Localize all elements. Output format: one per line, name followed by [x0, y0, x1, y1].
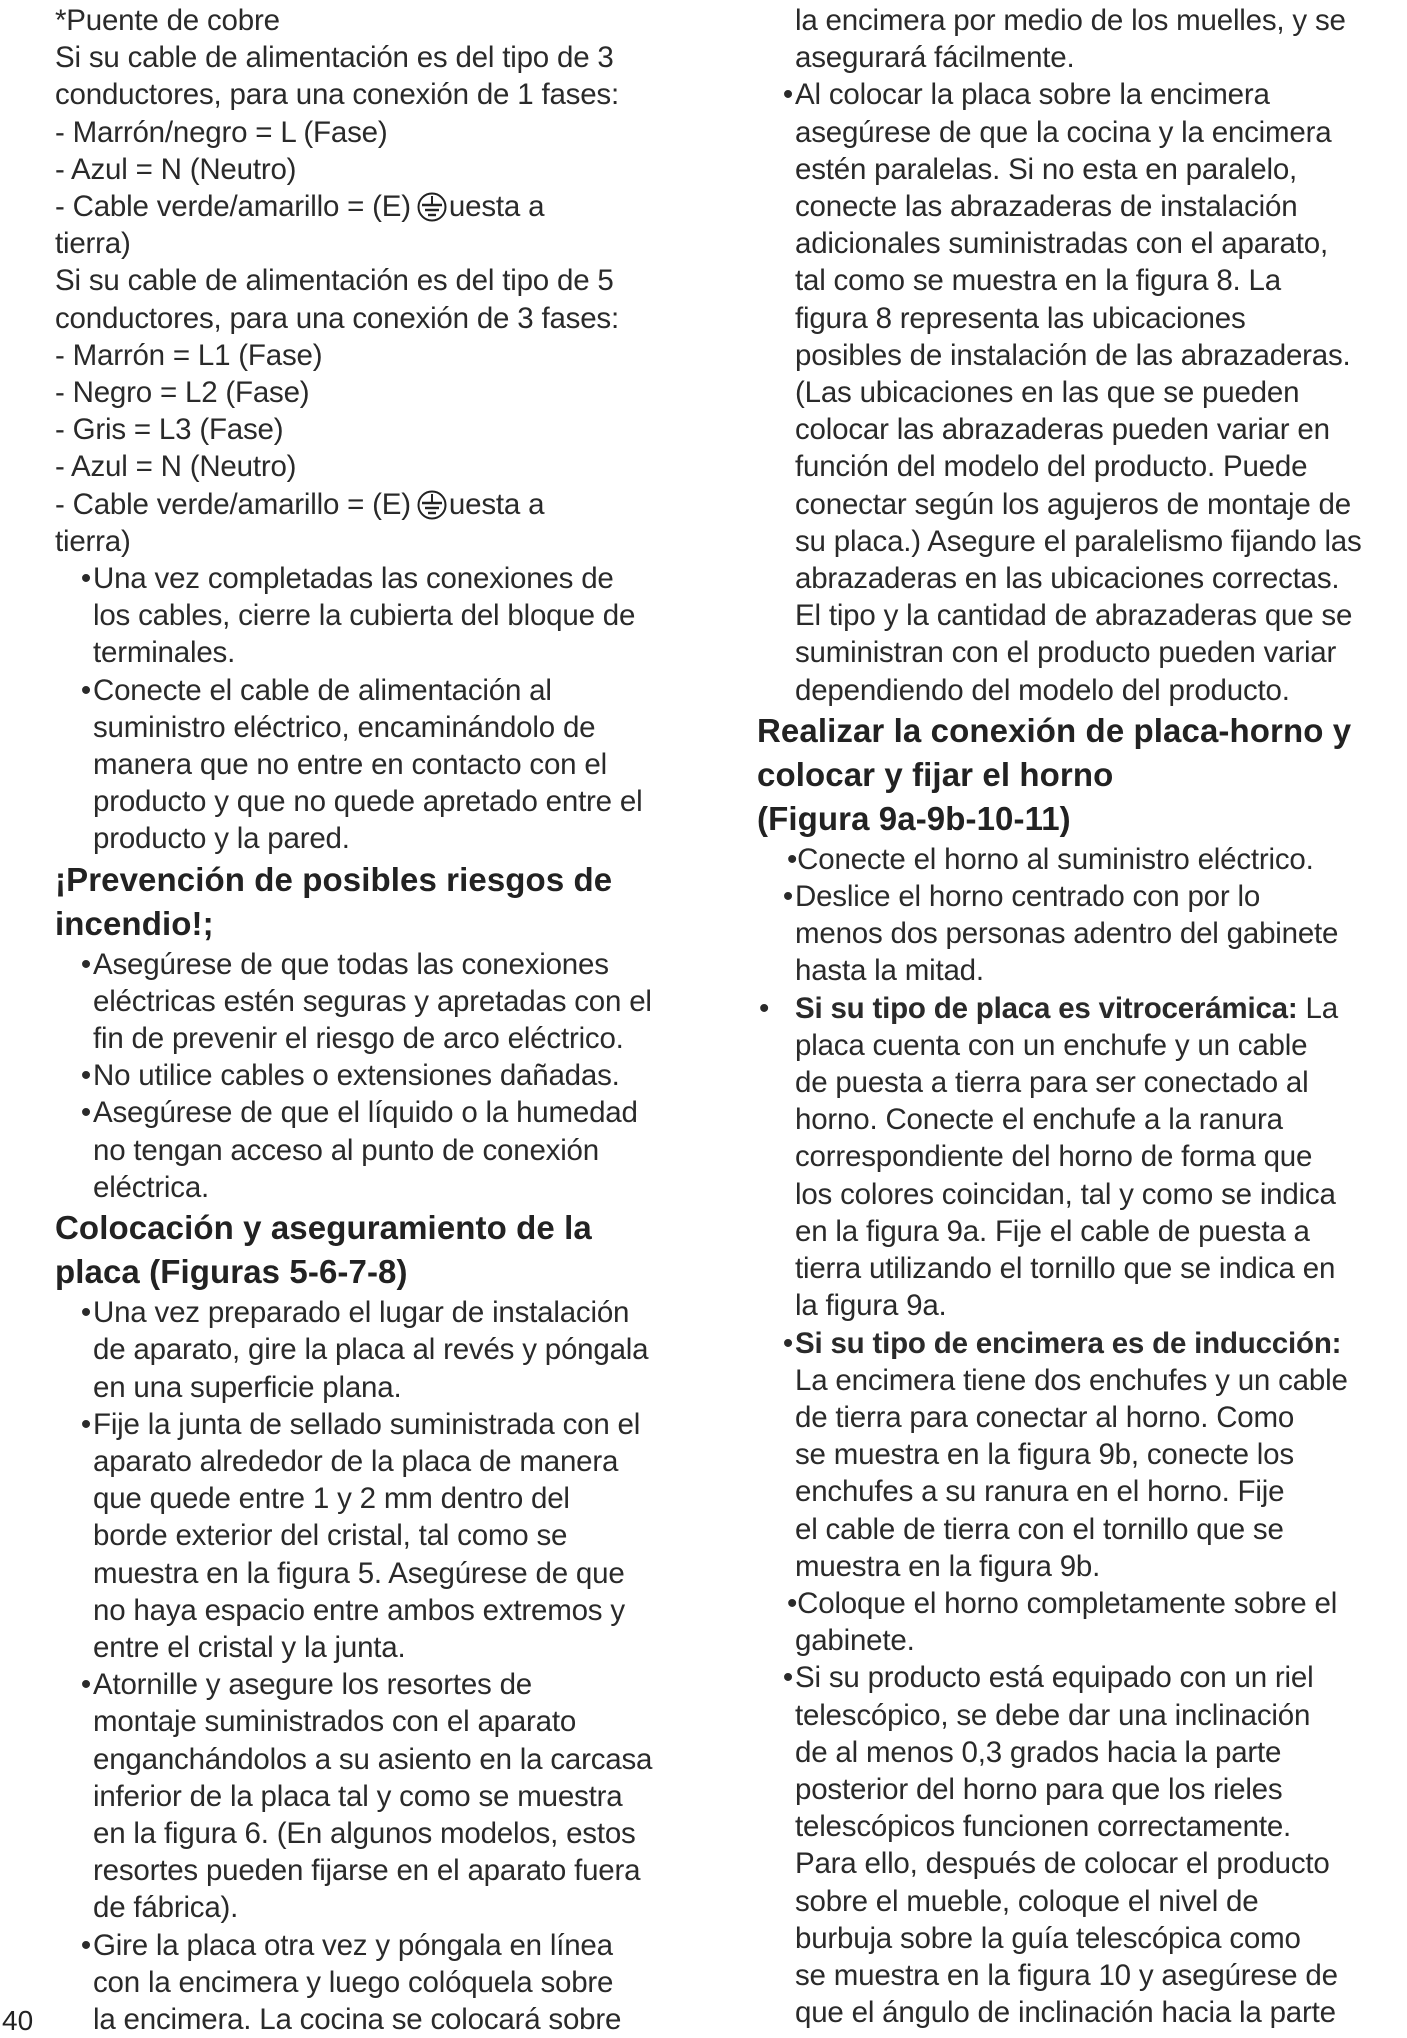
earth-line-before: - Cable verde/amarillo = (E)	[55, 190, 411, 224]
bullet-line: su placa.) Asegure el paralelismo fijando las	[795, 524, 1362, 558]
bullet-line: •Conecte el horno al suministro eléctrico.	[787, 842, 1314, 876]
bullet-line: •No utilice cables o extensiones dañadas.	[55, 1057, 715, 1094]
bullet-line: de fábrica).	[93, 1891, 239, 1925]
text-line: Si su cable de alimentación es del tipo de 3	[55, 41, 614, 75]
bullet-icon: •	[782, 1326, 793, 1360]
text-line: conductores, para una conexión de 1 fases:	[55, 78, 619, 112]
bullet-line: en la figura 9a. Fije el cable de puesta a	[795, 1214, 1310, 1248]
bullet-line: telescópico, se debe dar una inclinación	[795, 1698, 1311, 1732]
bullet-line: la encimera. La cocina se colocará sobre	[93, 2002, 622, 2036]
bullet-line: (Las ubicaciones en las que se pueden	[795, 376, 1300, 410]
bullet-line: en una superficie plana.	[93, 1370, 402, 1404]
bullet-line: posibles de instalación de las abrazaderas.	[795, 338, 1351, 372]
earth-line	[55, 188, 715, 225]
text-line: *Puente de cobre	[55, 4, 280, 37]
bullet-line: posterior del horno para que los rieles	[795, 1772, 1283, 1806]
bullet-line: se muestra en la figura 10 y asegúrese de	[795, 1958, 1338, 1992]
bullet-line: hasta la mitad.	[795, 954, 984, 988]
bullet-line: la encimera por medio de los muelles, y se	[795, 4, 1346, 37]
bullet-line: placa cuenta con un enchufe y un cable	[795, 1028, 1308, 1062]
bullet-line: la figura 9a.	[795, 1289, 947, 1323]
bullet-icon: •	[80, 673, 91, 707]
bullet-icon: •	[80, 1928, 91, 1962]
bullet-line: •Coloque el horno completamente sobre el	[787, 1586, 1338, 1620]
bullet-icon: •	[80, 1296, 91, 1330]
bullet-line: •Gire la placa otra vez y póngala en línea	[55, 1927, 715, 1964]
bullet-line: muestra en la figura 5. Asegúrese de que	[93, 1556, 625, 1590]
bullet-line: asegúrese de que la cocina y la encimera	[795, 115, 1332, 149]
bullet-line: •Al colocar la placa sobre la encimera	[757, 76, 1407, 113]
bullet-line: función del modelo del producto. Puede	[795, 450, 1308, 484]
bullet-line: suministro eléctrico, encaminándolo de	[93, 710, 596, 744]
bullet-line: de tierra para conectar al horno. Como	[795, 1400, 1295, 1434]
bullet-line: gabinete.	[795, 1624, 915, 1658]
earth-line-after: uesta a	[448, 487, 545, 521]
bullet-line: asegurará fácilmente.	[795, 41, 1075, 75]
bullet-line: los cables, cierre la cubierta del bloque de	[93, 599, 636, 633]
bullet-line: producto y que no quede apretado entre el	[93, 785, 643, 819]
bullet-line: figura 8 representa las ubicaciones	[795, 301, 1246, 335]
bullet-line: no haya espacio entre ambos extremos y	[93, 1593, 625, 1627]
earth-line-after: uesta a	[448, 190, 545, 224]
bullet-line: •Si su producto está equipado con un riel	[757, 1659, 1407, 1696]
text-line: conductores, para una conexión de 3 fases:	[55, 301, 619, 335]
bullet-icon: •	[782, 1661, 793, 1695]
section-heading: Realizar la conexión de placa-horno y	[757, 711, 1352, 749]
section-heading: colocar y fijar el horno	[757, 755, 1114, 793]
earth-line	[55, 486, 715, 523]
bullet-line: el cable de tierra con el tornillo que se	[795, 1512, 1284, 1546]
bullet-line: de aparato, gire la placa al revés y póngala	[93, 1333, 649, 1367]
bullet-line	[757, 1325, 1407, 1362]
bullet-icon: •	[80, 1059, 91, 1093]
bullet-line: •Deslice el horno centrado con por lo	[757, 878, 1407, 915]
bullet-line: •Asegúrese de que el líquido o la humedad	[55, 1094, 715, 1131]
right-column	[757, 2, 1407, 2031]
bullet-line: •Atornille y asegure los resortes de	[55, 1666, 715, 1703]
bullet-line: aparato alrededor de la placa de manera	[93, 1444, 619, 1478]
bullet-line: sobre el mueble, coloque el nivel de	[795, 1884, 1259, 1918]
bullet-line: dependiendo del modelo del producto.	[795, 673, 1290, 707]
bullet-line: no tengan acceso al punto de conexión	[93, 1133, 599, 1167]
bullet-icon: •	[782, 880, 793, 914]
bullet-line: de al menos 0,3 grados hacia la parte	[795, 1735, 1282, 1769]
text-line: - Marrón = L1 (Fase)	[55, 338, 323, 372]
bullet-line: estén paralelas. Si no esta en paralelo,	[795, 152, 1298, 186]
bullet-line: en la figura 6. (En algunos modelos, estos	[93, 1816, 636, 1850]
section-heading: ¡Prevención de posibles riesgos de	[55, 860, 613, 898]
bullet-icon: •	[759, 991, 770, 1025]
bullet-line: •Una vez preparado el lugar de instalación	[55, 1294, 715, 1331]
bullet-line: manera que no entre en contacto con el	[93, 748, 607, 782]
section-heading: placa (Figuras 5-6-7-8)	[55, 1253, 408, 1291]
earth-ground-icon	[417, 192, 447, 222]
bullet-icon: •	[782, 78, 793, 112]
bullet-line: horno. Conecte el enchufe a la ranura	[795, 1103, 1283, 1137]
text-line: tierra)	[55, 227, 131, 261]
bullet-line: de puesta a tierra para ser conectado al	[795, 1066, 1309, 1100]
bullet-line: abrazaderas en las ubicaciones correctas.	[795, 562, 1340, 596]
bullet-icon: •	[80, 1407, 91, 1441]
bullet-line: tierra utilizando el tornillo que se indica en	[795, 1252, 1336, 1286]
bullet-line: •Fije la junta de sellado suministrada con el	[55, 1406, 715, 1443]
text-line: tierra)	[55, 524, 131, 558]
bullet-line: La encimera tiene dos enchufes y un cable	[795, 1363, 1348, 1397]
bullet-line: que quede entre 1 y 2 mm dentro del	[93, 1482, 570, 1516]
bullet-line: terminales.	[93, 636, 236, 670]
bullet-icon: •	[80, 1668, 91, 1702]
text-line: - Gris = L3 (Fase)	[55, 413, 284, 447]
section-heading: Colocación y aseguramiento de la	[55, 1209, 592, 1247]
earth-line-before: - Cable verde/amarillo = (E)	[55, 487, 411, 521]
text-line: - Azul = N (Neutro)	[55, 152, 297, 186]
bullet-line: eléctricas estén seguras y apretadas con el	[93, 984, 652, 1018]
bullet-line: con la encimera y luego colóquela sobre	[93, 1965, 614, 1999]
bullet-line: burbuja sobre la guía telescópica como	[795, 1921, 1301, 1955]
bullet-line: que el ángulo de inclinación hacia la parte	[795, 1996, 1336, 2030]
bullet-line: tal como se muestra en la figura 8. La	[795, 264, 1281, 298]
bullet-line: •Una vez completadas las conexiones de	[55, 560, 715, 597]
bullet-line: suministran con el producto pueden variar	[795, 636, 1337, 670]
left-column	[55, 2, 715, 2038]
section-heading: incendio!;	[55, 904, 214, 942]
bullet-line: adicionales suministradas con el aparato,	[795, 227, 1328, 261]
bullet-line: producto y la pared.	[93, 822, 350, 856]
induction-bold: Si su tipo de encimera es de inducción:	[795, 1326, 1342, 1360]
bullet-line: inferior de la placa tal y como se muestra	[93, 1779, 623, 1813]
text-line: - Negro = L2 (Fase)	[55, 376, 310, 410]
bullet-line: montaje suministrados con el aparato	[93, 1705, 577, 1739]
page-number: 40	[2, 2005, 34, 2036]
bullet-line: muestra en la figura 9b.	[795, 1549, 1101, 1583]
bullet-icon: •	[80, 562, 91, 596]
bullet-line: enganchándolos a su asiento en la carcasa	[93, 1742, 653, 1776]
bullet-line: eléctrica.	[93, 1170, 210, 1204]
bullet-line: los colores coincidan, tal y como se indica	[795, 1177, 1336, 1211]
bullet-line: entre el cristal y la junta.	[93, 1630, 406, 1664]
bullet-line: enchufes a su ranura en el horno. Fije	[795, 1475, 1285, 1509]
bullet-line: •Asegúrese de que todas las conexiones	[55, 946, 715, 983]
bullet-line: • Si su tipo de placa es vitrocerámica: La	[757, 990, 1407, 1027]
earth-ground-icon	[417, 490, 447, 520]
text-line: - Azul = N (Neutro)	[55, 450, 297, 484]
vitro-bold: Si su tipo de placa es vitrocerámica:	[795, 991, 1298, 1025]
bullet-line: correspondiente del horno de forma que	[795, 1140, 1313, 1174]
bullet-line: colocar las abrazaderas pueden variar en	[795, 413, 1330, 447]
text-line: - Marrón/negro = L (Fase)	[55, 115, 388, 149]
bullet-line: conecte las abrazaderas de instalación	[795, 190, 1298, 224]
section-heading: (Figura 9a-9b-10-11)	[757, 799, 1071, 837]
bullet-line: Para ello, después de colocar el producto	[795, 1847, 1330, 1881]
bullet-line: conectar según los agujeros de montaje de	[795, 487, 1351, 521]
bullet-line: telescópicos funcionen correctamente.	[795, 1810, 1292, 1844]
bullet-icon: •	[80, 1096, 91, 1130]
bullet-line: borde exterior del cristal, tal como se	[93, 1519, 568, 1553]
bullet-line: El tipo y la cantidad de abrazaderas que se	[795, 599, 1353, 633]
bullet-line: fin de prevenir el riesgo de arco eléctrico.	[93, 1022, 624, 1056]
bullet-line: menos dos personas adentro del gabinete	[795, 917, 1339, 951]
bullet-line: se muestra en la figura 9b, conecte los	[795, 1438, 1294, 1472]
bullet-line: resortes pueden fijarse en el aparato fuera	[93, 1854, 641, 1888]
bullet-line: •Conecte el cable de alimentación al	[55, 672, 715, 709]
text-line: Si su cable de alimentación es del tipo de 5	[55, 264, 614, 298]
bullet-icon: •	[80, 947, 91, 981]
